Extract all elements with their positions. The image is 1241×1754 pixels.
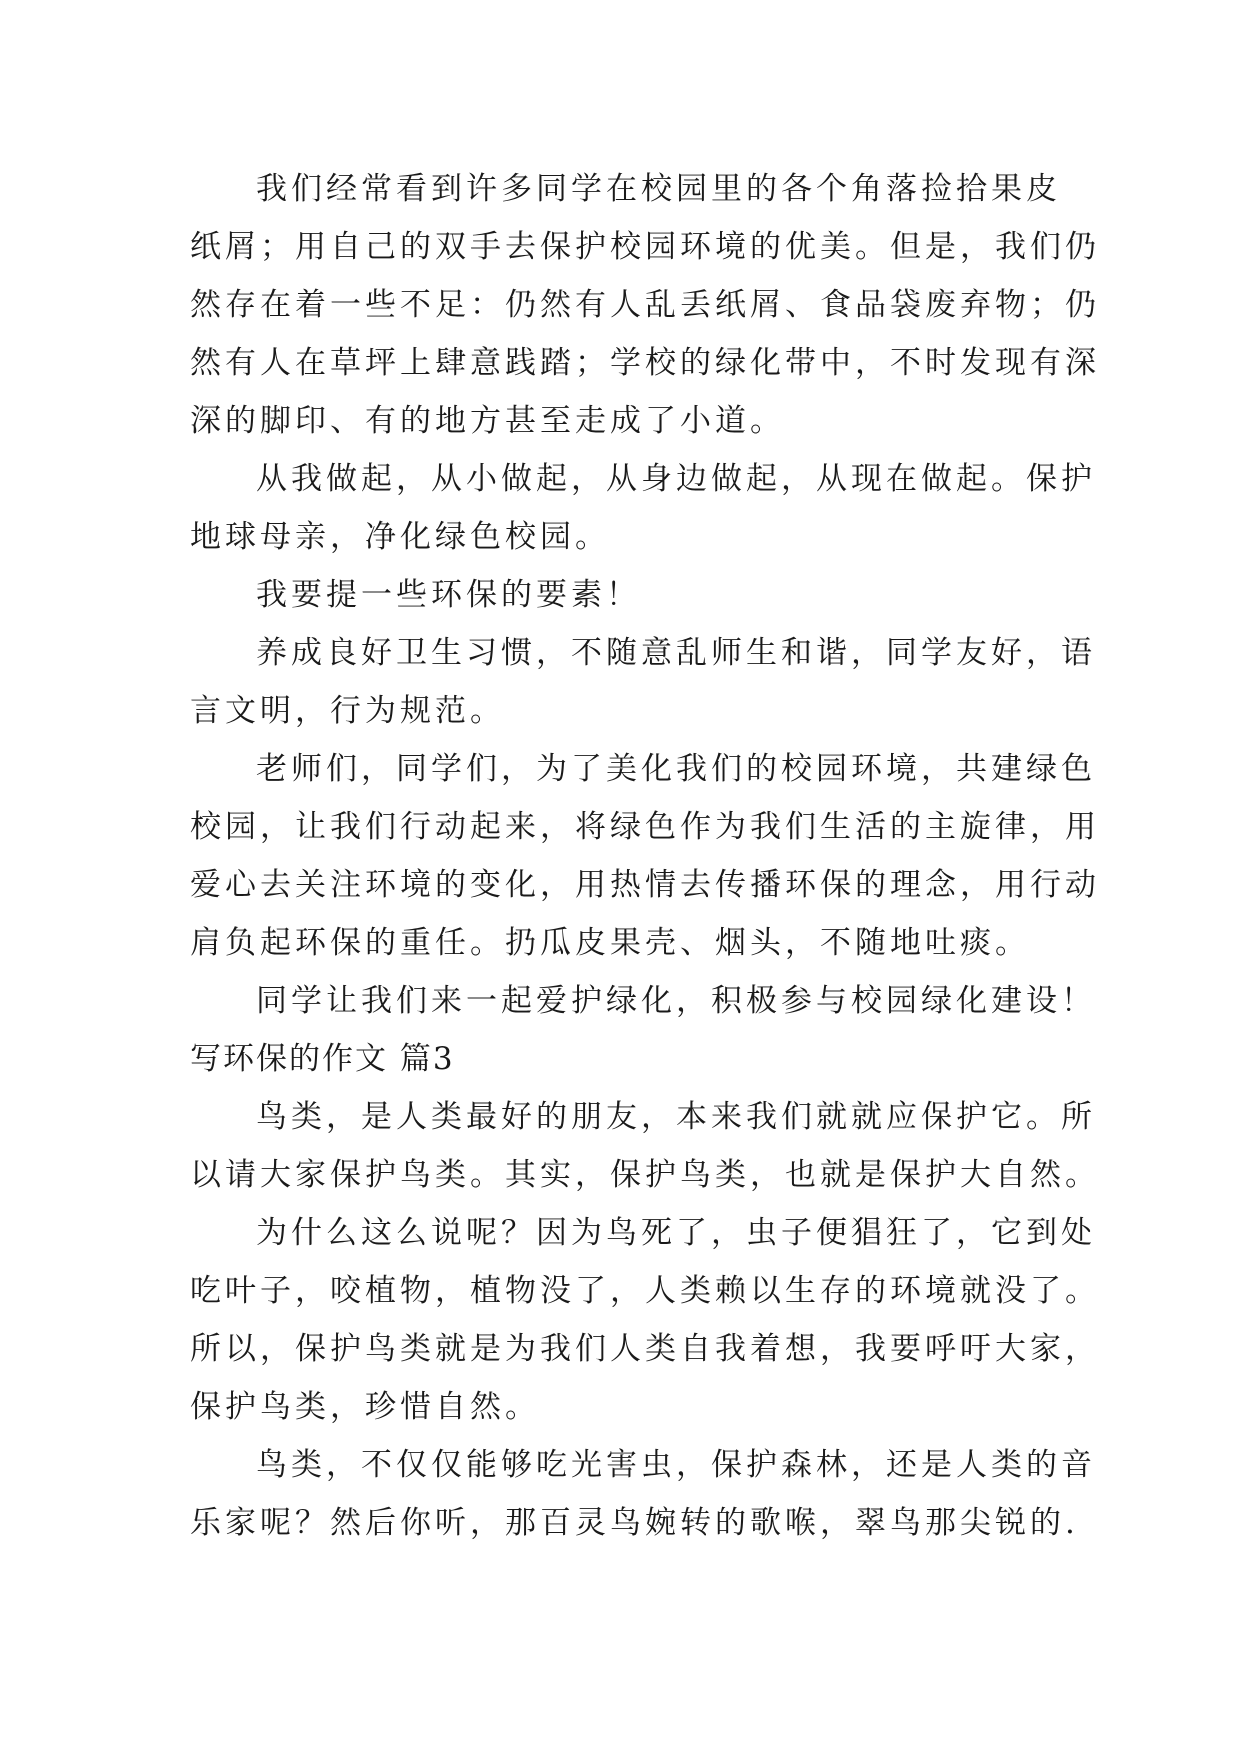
paragraph-line: 以请大家保护鸟类。其实，保护鸟类，也就是保护大自然。: [190, 1157, 1100, 1193]
paragraph-line: 爱心去关注环境的变化，用热情去传播环保的理念，用行动: [190, 867, 1100, 903]
essay-body: [190, 160, 1100, 1552]
paragraph-line: 鸟类，是人类最好的朋友，本来我们就就应保护它。所: [256, 1099, 1096, 1135]
paragraph-line: 纸屑；用自己的双手去保护校园环境的优美。但是，我们仍: [190, 229, 1100, 265]
paragraph-line: 然有人在草坪上肆意践踏；学校的绿化带中，不时发现有深: [190, 345, 1100, 381]
section-heading: 写环保的作文 篇3: [190, 1041, 455, 1077]
paragraph-line: 然存在着一些不足：仍然有人乱丢纸屑、食品袋废弃物；仍: [190, 287, 1100, 323]
paragraph-line: 乐家呢？然后你听，那百灵鸟婉转的歌喉，翠鸟那尖锐的.: [190, 1505, 1079, 1541]
paragraph-line: 地球母亲，净化绿色校园。: [190, 519, 610, 555]
paragraph-line: 同学让我们来一起爱护绿化，积极参与校园绿化建设！: [256, 983, 1096, 1019]
paragraph-line: 言文明，行为规范。: [190, 693, 505, 729]
paragraph-line: 养成良好卫生习惯，不随意乱师生和谐，同学友好，语: [256, 635, 1096, 671]
paragraph-line: 我要提一些环保的要素！: [256, 577, 641, 613]
paragraph-line: 为什么这么说呢？因为鸟死了，虫子便猖狂了，它到处: [256, 1215, 1096, 1251]
paragraph-line: 老师们，同学们，为了美化我们的校园环境，共建绿色: [256, 751, 1096, 787]
paragraph-line: 从我做起，从小做起，从身边做起，从现在做起。保护: [256, 461, 1096, 497]
paragraph-line: 校园，让我们行动起来，将绿色作为我们生活的主旋律，用: [190, 809, 1100, 845]
paragraph-line: 深的脚印、有的地方甚至走成了小道。: [190, 403, 785, 439]
paragraph-line: 吃叶子，咬植物，植物没了，人类赖以生存的环境就没了。: [190, 1273, 1100, 1309]
paragraph-line: 所以，保护鸟类就是为我们人类自我着想，我要呼吁大家，: [190, 1331, 1100, 1367]
paragraph-line: 鸟类，不仅仅能够吃光害虫，保护森林，还是人类的音: [256, 1447, 1096, 1483]
paragraph-line: 保护鸟类，珍惜自然。: [190, 1389, 540, 1425]
paragraph-line: 肩负起环保的重任。扔瓜皮果壳、烟头，不随地吐痰。: [190, 925, 1030, 961]
paragraph-line: 我们经常看到许多同学在校园里的各个角落捡拾果皮: [256, 171, 1061, 207]
